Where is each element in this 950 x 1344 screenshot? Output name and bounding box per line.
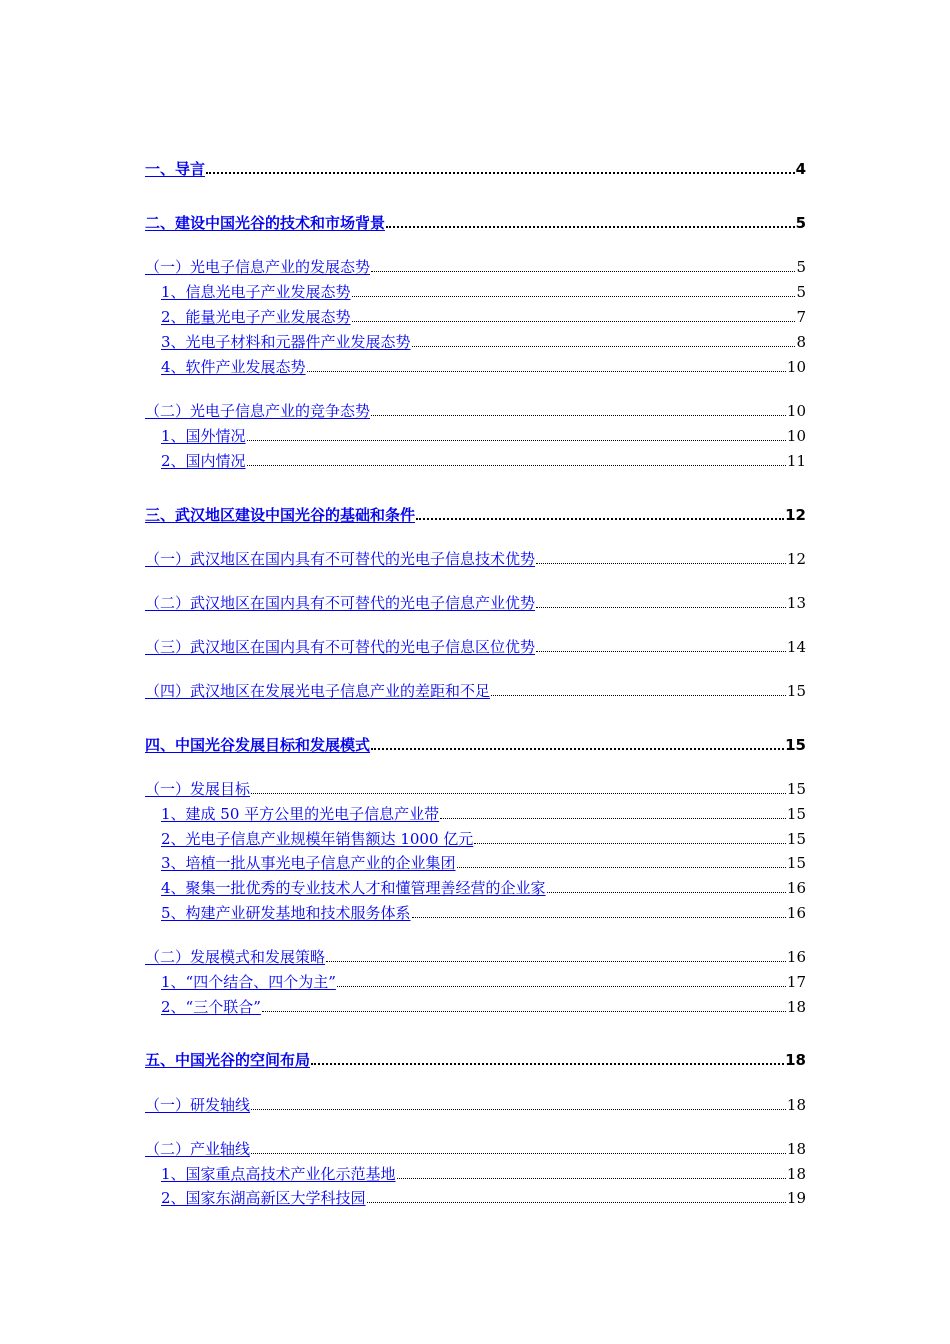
dot-leader — [440, 818, 786, 819]
toc-entry[interactable] — [161, 305, 806, 327]
toc-link[interactable]: （一）武汉地区在国内具有不可替代的光电子信息技术优势 — [145, 550, 536, 568]
dot-leader — [337, 986, 786, 987]
toc-link[interactable]: （一）发展目标 — [145, 780, 251, 798]
page-number: 13 — [786, 594, 806, 612]
page-number: 17 — [786, 973, 806, 991]
toc-link[interactable]: （二）产业轴线 — [145, 1140, 251, 1158]
toc-link[interactable]: （四）武汉地区在发展光电子信息产业的差距和不足 — [145, 682, 491, 700]
page-number: 15 — [786, 830, 806, 848]
dot-leader — [491, 695, 786, 696]
toc-entry[interactable] — [161, 449, 806, 471]
toc-entry[interactable] — [161, 1162, 806, 1184]
page-number: 7 — [796, 308, 806, 326]
toc-entry[interactable] — [145, 157, 806, 179]
toc-entry[interactable] — [145, 503, 806, 525]
dot-leader — [371, 271, 795, 272]
page-number: 14 — [786, 638, 806, 656]
toc-entry[interactable] — [145, 679, 806, 701]
toc-entry[interactable] — [161, 851, 806, 873]
page-number: 16 — [786, 879, 806, 897]
dot-leader — [412, 917, 786, 918]
toc-entry[interactable] — [145, 1093, 806, 1115]
page-number: 18 — [786, 1165, 806, 1183]
toc-entry[interactable] — [145, 945, 806, 967]
toc-entry[interactable] — [161, 424, 806, 446]
dot-leader — [371, 748, 784, 750]
page-number: 12 — [786, 550, 806, 568]
toc-entry[interactable] — [145, 777, 806, 799]
dot-leader — [311, 1063, 784, 1065]
toc-link[interactable]: 5、构建产业研发基地和技术服务体系 — [161, 904, 411, 922]
dot-leader — [367, 1202, 786, 1203]
toc-entry[interactable] — [161, 330, 806, 352]
dot-leader — [251, 1153, 786, 1154]
toc-entry[interactable] — [161, 280, 806, 302]
dot-leader — [416, 518, 784, 520]
dot-leader — [536, 607, 786, 608]
dot-leader — [412, 346, 796, 347]
toc-entry[interactable] — [145, 1048, 806, 1070]
dot-leader — [307, 371, 786, 372]
page-number: 5 — [796, 258, 806, 276]
toc-link[interactable]: 1、信息光电子产业发展态势 — [161, 283, 351, 301]
page-number: 18 — [786, 1096, 806, 1114]
toc-link[interactable]: 三、武汉地区建设中国光谷的基础和条件 — [145, 506, 416, 524]
toc-entry[interactable] — [161, 1186, 806, 1208]
dot-leader — [536, 563, 786, 564]
toc-entry[interactable] — [161, 802, 806, 824]
dot-leader — [371, 415, 786, 416]
dot-leader — [547, 892, 786, 893]
toc-link[interactable]: 3、培植一批从事光电子信息产业的企业集团 — [161, 854, 456, 872]
toc-link[interactable]: （二）武汉地区在国内具有不可替代的光电子信息产业优势 — [145, 594, 536, 612]
toc-link[interactable]: 1、“四个结合、四个为主” — [161, 973, 336, 991]
toc-link[interactable]: 2、光电子信息产业规模年销售额达 1000 亿元 — [161, 830, 474, 848]
toc-entry[interactable] — [161, 901, 806, 923]
toc-link[interactable]: 4、聚集一批优秀的专业技术人才和懂管理善经营的企业家 — [161, 879, 546, 897]
toc-link[interactable]: 3、光电子材料和元器件产业发展态势 — [161, 333, 411, 351]
toc-entry[interactable] — [145, 635, 806, 657]
dot-leader — [397, 1178, 786, 1179]
toc-entry[interactable] — [161, 995, 806, 1017]
dot-leader — [251, 793, 786, 794]
dot-leader — [457, 867, 786, 868]
toc-entry[interactable] — [145, 733, 806, 755]
page-number: 15 — [786, 854, 806, 872]
toc-link[interactable]: （一）光电子信息产业的发展态势 — [145, 258, 371, 276]
page-number: 5 — [796, 283, 806, 301]
page-number: 11 — [786, 452, 806, 470]
page-number: 18 — [786, 1140, 806, 1158]
dot-leader — [352, 296, 796, 297]
toc-link[interactable]: 2、国家东湖高新区大学科技园 — [161, 1189, 366, 1207]
dot-leader — [247, 465, 786, 466]
toc-link[interactable]: 1、国家重点高技术产业化示范基地 — [161, 1165, 396, 1183]
toc-entry[interactable] — [145, 547, 806, 569]
toc-link[interactable]: 五、中国光谷的空间布局 — [145, 1051, 311, 1069]
dot-leader — [247, 440, 786, 441]
page-number: 15 — [785, 736, 806, 754]
dot-leader — [262, 1011, 786, 1012]
dot-leader — [536, 651, 786, 652]
toc-link[interactable]: 4、软件产业发展态势 — [161, 358, 306, 376]
page-number: 10 — [786, 358, 806, 376]
toc-link[interactable]: 四、中国光谷发展目标和发展模式 — [145, 736, 371, 754]
toc-entry[interactable] — [145, 1137, 806, 1159]
toc-entry[interactable] — [161, 876, 806, 898]
page-number: 19 — [786, 1189, 806, 1207]
toc-link[interactable]: 2、国内情况 — [161, 452, 246, 470]
toc-entry[interactable] — [145, 591, 806, 613]
toc-link[interactable]: （三）武汉地区在国内具有不可替代的光电子信息区位优势 — [145, 638, 536, 656]
toc-link[interactable]: 2、能量光电子产业发展态势 — [161, 308, 351, 326]
page-number: 15 — [786, 805, 806, 823]
page-number: 16 — [786, 904, 806, 922]
toc-entry[interactable] — [161, 970, 806, 992]
toc-entry[interactable] — [161, 827, 806, 849]
toc-link[interactable]: 2、“三个联合” — [161, 998, 261, 1016]
toc-link[interactable]: 1、建成 50 平方公里的光电子信息产业带 — [161, 805, 440, 823]
toc-link[interactable]: 二、建设中国光谷的技术和市场背景 — [145, 214, 386, 232]
page-number: 15 — [786, 682, 806, 700]
page-number: 18 — [785, 1051, 806, 1069]
page-number: 16 — [786, 948, 806, 966]
page-number: 18 — [786, 998, 806, 1016]
page-number: 4 — [795, 160, 806, 178]
page-number: 8 — [796, 333, 806, 351]
dot-leader — [352, 321, 796, 322]
dot-leader — [326, 961, 786, 962]
toc-link[interactable]: 一、导言 — [145, 160, 206, 178]
toc-entry[interactable] — [145, 399, 806, 421]
page-number: 5 — [795, 214, 806, 232]
toc-entry[interactable] — [161, 355, 806, 377]
toc-entry[interactable] — [145, 211, 806, 233]
page-number: 12 — [785, 506, 806, 524]
page-number: 10 — [786, 427, 806, 445]
toc-link[interactable]: （二）发展模式和发展策略 — [145, 948, 326, 966]
toc-link[interactable]: （一）研发轴线 — [145, 1096, 251, 1114]
toc-link[interactable]: 1、国外情况 — [161, 427, 246, 445]
dot-leader — [251, 1109, 786, 1110]
toc-entry[interactable] — [145, 255, 806, 277]
dot-leader — [474, 843, 786, 844]
dot-leader — [206, 172, 795, 174]
page-number: 10 — [786, 402, 806, 420]
toc-link[interactable]: （二）光电子信息产业的竞争态势 — [145, 402, 371, 420]
dot-leader — [386, 226, 795, 228]
page-number: 15 — [786, 780, 806, 798]
